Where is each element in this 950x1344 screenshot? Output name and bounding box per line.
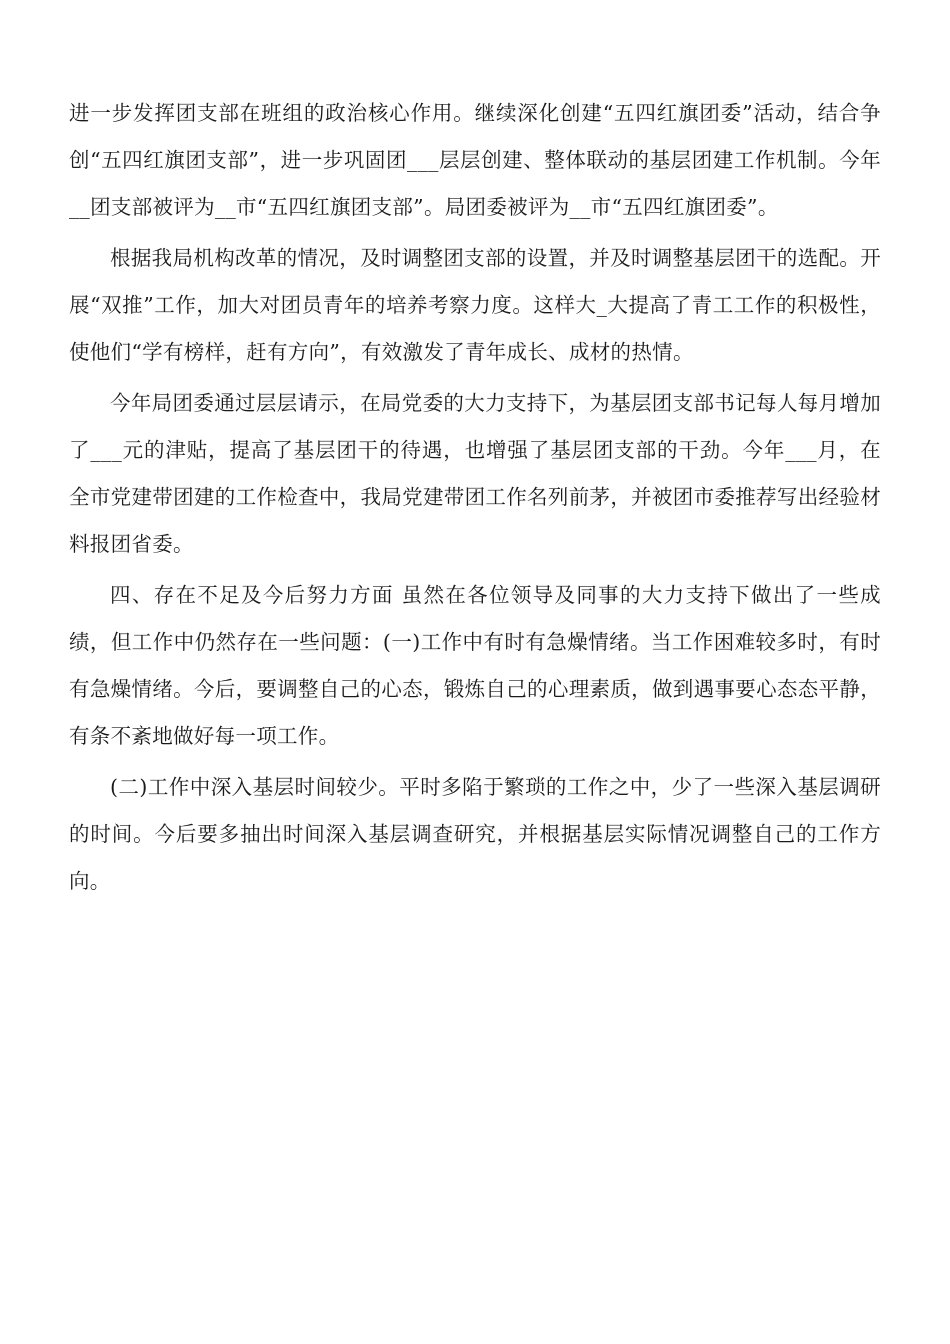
document-body [69, 90, 881, 909]
paragraph-3: 今年局团委通过层层请示，在局党委的大力支持下，为基层团支部书记每人每月增加了___元的津贴，提高了基层团干的待遇，也增强了基层团支部的干劲。今年___月，在全市党建带团建的工作检查中，我局党建带团工作名列前茅，并被团市委推荐写出经验材料报团省委。 [69, 391, 881, 556]
paragraph-5: (二)工作中深入基层时间较少。平时多陷于繁琐的工作之中，少了一些深入基层调研的时间。今后要多抽出时间深入基层调查研究，并根据基层实际情况调整自己的工作方向。 [69, 775, 881, 893]
paragraph-4: 四、存在不足及今后努力方面 虽然在各位领导及同事的大力支持下做出了一些成绩，但工作中仍然存在一些问题：(一)工作中有时有急燥情绪。当工作困难较多时，有时有急燥情绪。今后，要调整自己的心态，锻炼自己的心理素质，做到遇事要心态态平静，有条不紊地做好每一项工作。 [69, 583, 881, 748]
paragraph-2: 根据我局机构改革的情况，及时调整团支部的设置，并及时调整基层团干的选配。开展“双推”工作，加大对团员青年的培养考察力度。这样大_大提高了青工工作的积极性，使他们“学有榜样，赶有方向”，有效激发了青年成长、成材的热情。 [69, 246, 881, 364]
paragraph-1: 进一步发挥团支部在班组的政治核心作用。继续深化创建“五四红旗团委”活动，结合争创“五四红旗团支部”，进一步巩固团___层层创建、整体联动的基层团建工作机制。今年__团支部被评为__市“五四红旗团支部”。局团委被评为__市“五四红旗团委”。 [69, 101, 881, 219]
